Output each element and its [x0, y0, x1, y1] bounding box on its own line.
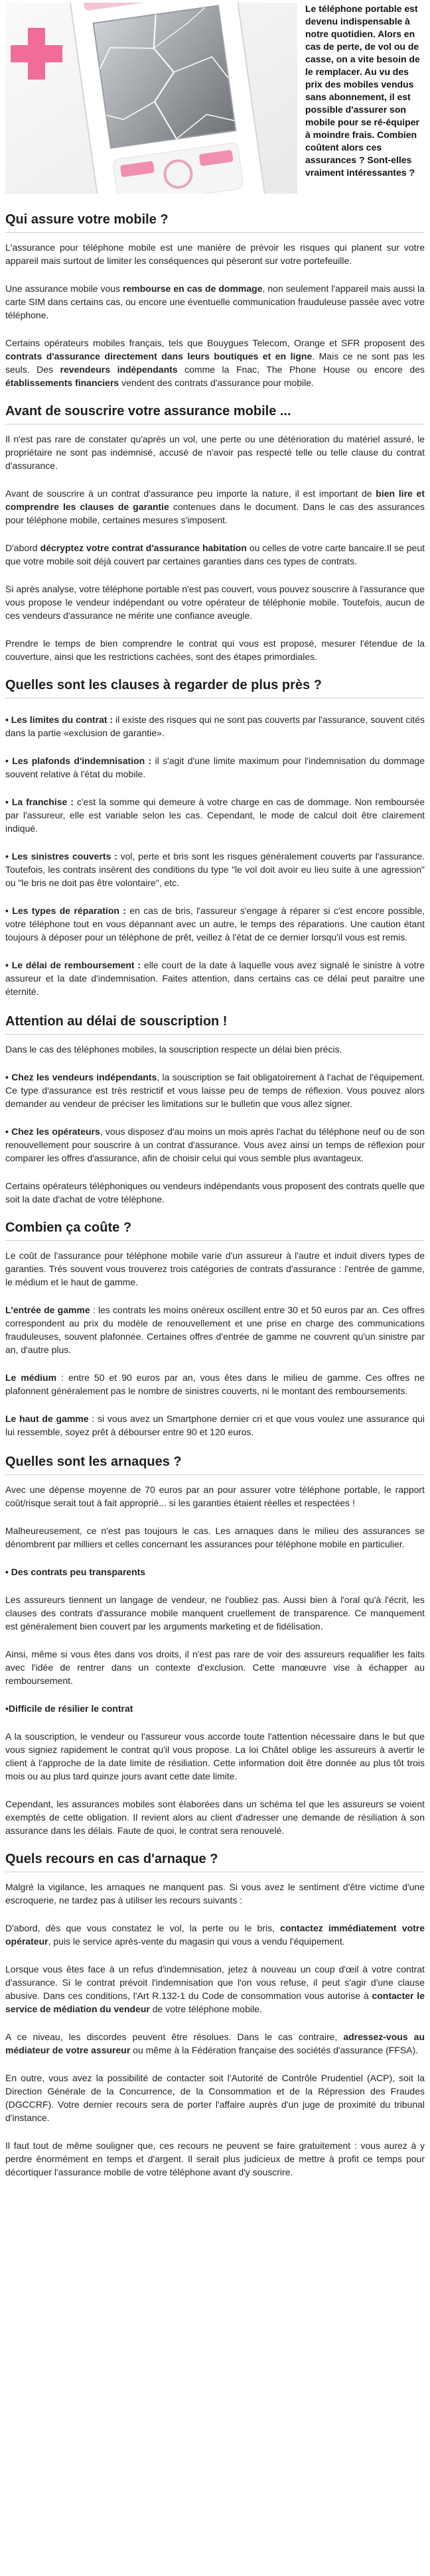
paragraph: L'entrée de gamme : les contrats les moins onéreux oscillent entre 30 et 50 euros par an. Ces offres correspondent au prix du modèle de renouvellement et une prise en charge des communications frauduleuses, souvent plafonnée. Certaines offres d'entrée de gamme ne couvrent qu'un sinistre par an, d'autre plus. — [5, 1305, 425, 1355]
paragraph: D'abord décryptez votre contrat d'assurance habitation ou celles de votre carte bancaire.Il se peut que votre mobile soit déjà couvert par certaines garanties dans ces types de contrats. — [5, 543, 425, 566]
section-title-scams: Quelles sont les arnaques ? — [5, 1453, 425, 1475]
paragraph: Une assurance mobile vous rembourse en cas de dommage, non seulement l'appareil mais aussi la carte SIM dans certains cas, ou encore une éventuelle communication frauduleuse passée avec votre téléphone. — [5, 283, 425, 320]
paragraph: A la souscription, le vendeur ou l'assureur vous accorde toute l'attention nécessaire dans le but que vous signiez rapidement le contrat qu'il vous propose. La loi Châtel oblige les assureurs à avertir le client à l'approche de la date limite de résiliation. Cette information doit être donnée au plus tôt trois mois ou au plus tard quinze jours avant cette date limite. — [5, 1731, 425, 1781]
paragraph: D'abord, dès que vous constatez le vol, la perte ou le bris, contactez immédiatement votre opérateur, puis le service après-vente du magasin qui vous a vendu l'équipement. — [5, 1923, 425, 1947]
section-title-clauses: Quelles sont les clauses à regarder de plus près ? — [5, 676, 425, 698]
paragraph: Le médium : entre 50 et 90 euros par an, vous êtes dans le milieu de gamme. Ces offres ne plafonnent généralement pas le nombre de sinistres couverts, ni le montant des remboursements. — [5, 1372, 425, 1396]
paragraph: Avant de souscrire à un contrat d'assurance peu importe la nature, il est important de bien lire et comprendre les clauses de garantie contenues dans le document. Dans le cas des assurances pour téléphone mobile, certaines mesures s'imposent. — [5, 488, 425, 525]
section-title-before-subscribing: Avant de souscrire votre assurance mobile ... — [5, 403, 425, 424]
paragraph: Il n'est pas rare de constater qu'après un vol, une perte ou une détérioration du matériel assuré, le propriétaire ne sont pas indemnisé, accusé de n'avoir pas respecté telle ou telle clause du contrat d'assurance. — [5, 434, 425, 471]
paragraph: L'assurance pour téléphone mobile est une manière de prévoir les risques qui planent sur votre appareil mais surtout de limiter les conséquences qui pèseront sur votre portefeuille. — [5, 242, 425, 266]
paragraph: Dans le cas des téléphones mobiles, la souscription respecte un délai bien précis. — [5, 1044, 342, 1055]
subheading: • Des contrats peu transparents — [5, 1567, 146, 1577]
paragraph: Malheureusement, ce n'est pas toujours le cas. Les arnaques dans le milieu des assurances se dénombrent par milliers et celles concernant les assurances pour téléphone mobile en particulier. — [5, 1525, 425, 1549]
section-title-who-insures: Qui assure votre mobile ? — [5, 211, 425, 233]
paragraph: A ce niveau, les discordes peuvent être résolues. Dans le cas contraire, adressez-vous au médiateur de votre assureur ou même à la Fédération française des sociétés d'assurance (FFSA). — [5, 2031, 425, 2055]
paragraph: Ainsi, même si vous êtes dans vos droits, il n'est pas rare de voir des assureurs requalifier les faits avec l'idée de rentrer dans un contexte d'exclusion. Cette manœuvre vise à échapper au remboursement. — [5, 1649, 425, 1686]
clause-item: • Les types de réparation : en cas de bris, l'assureur s'engage à réparer si c'est encore possible, votre téléphone tout en vous dépannant avec un autre, le temps des réparations. Une caution étant toujours à déposer pour un téléphone de prêt, veillez à l'état de ce dernier lorsqu'il vous est remis. — [5, 905, 425, 942]
section-title-remedies: Quels recours en cas d'arnaque ? — [5, 1850, 425, 1872]
paragraph: Malgré la vigilance, les arnaques ne manquent pas. Si vous avez le sentiment d'être victime d'une escroquerie, ne tardez pas à utiliser les recours suivants : — [5, 1882, 425, 1905]
subheading: •Difficile de résilier le contrat — [5, 1703, 133, 1714]
paragraph: Si après analyse, votre téléphone portable n'est pas couvert, vous pouvez souscrire à l'assurance que vous propose le vendeur indépendant ou votre opérateur de téléphonie mobile. Toutefois, aucun de ces vendeurs d'assurance ne mérite une confiance aveugle. — [5, 584, 425, 621]
paragraph: Certains opérateurs téléphoniques ou vendeurs indépendants vous proposent des contrats quelle que soit la date d'achat de votre téléphone. — [5, 1181, 425, 1204]
section-title-subscription-delay: Attention au délai de souscription ! — [5, 1013, 425, 1035]
clause-item: • Les sinistres couverts : vol, perte et bris sont les risques généralement couverts par l'assurance. Toutefois, les contrats insèrent des conditions du type "le vol doit avoir eu lieu suite à une agression" ou "le bris ne doit pas être volontaire", etc. — [5, 851, 425, 888]
paragraph: En outre, vous avez la possibilité de contacter soit l'Autorité de Contrôle Prudentiel (ACP), soit la Direction Générale de la Concurrence, de la Consommation et de la Répression des Fraudes (DGCCRF). Votre dernier recours sera de porter l'affaire auprès d'un juge de proximité du tribunal d'instance. — [5, 2073, 425, 2123]
clause-item: • Les limites du contrat : il existe des risques qui ne sont pas couverts par l'assurance, souvent cités dans la partie «exclusion de garantie». — [5, 714, 425, 738]
intro-text: Le téléphone portable est devenu indispensable à notre quotidien. Alors en cas de perte, de vol ou de casse, on a vite besoin de le remplacer. Au vu des prix des mobiles vendus sans abonnement, il est possible d'assurer son mobile pour se ré-équiper à moindre frais. Combien coûtent alors ces assurances ? Sont-elles vraiment intéressantes ? — [305, 3, 420, 178]
paragraph: Il faut tout de même souligner que, ces recours ne peuvent se faire gratuitement : vous aurez à y perdre énormément en temps et d'argent. Il serait plus judicieux de mettre à profit ce temps pour décortiquer l'assurance mobile de votre téléphone avant d'y souscrire. — [5, 2140, 425, 2177]
intro-section — [5, 3, 425, 198]
paragraph: Prendre le temps de bien comprendre le contrat qui vous est proposé, mesurer l'étendue de la couverture, ainsi que les restrictions cachées, sont des étapes primordiales. — [5, 638, 425, 662]
paragraph: Cependant, les assurances mobiles sont élaborées dans un schéma tel que les assureurs se voient exemptés de cette obligation. Il revient alors au client d'adresser une demande de résiliation à son assurance dans les délais. Faute de quoi, le contrat sera renouvelé. — [5, 1799, 425, 1836]
delay-item: • Chez les opérateurs, vous disposez d'au moins un mois après l'achat du téléphone neuf ou de son renouvellement pour souscrire à un contrat d'assurance. Vous avez ainsi un temps de réflexion pour comparer les offres d'assurance, afin de choisir celui qui vous semble plus avantageux. — [5, 1126, 425, 1163]
paragraph: Lorsque vous êtes face à un refus d'indemnisation, jetez à nouveau un coup d'œil à votre contrat d'assurance. Si le contrat prévoit l'indemnisation que l'on vous refuse, il peut s'agir d'une clause abusive. Dans ces conditions, l'Art R.132-1 du Code de consommation vous autorise à contacter le service de médiation du vendeur de votre téléphone mobile. — [5, 1964, 425, 2014]
paragraph: Le haut de gamme : si vous avez un Smartphone dernier cri et que vous voulez une assurance qui lui ressemble, soyez prêt à débourser entre 90 et 120 euros. — [5, 1413, 425, 1437]
paragraph: Le coût de l'assurance pour téléphone mobile varie d'un assureur à l'autre et induit divers types de garanties. Très souvent vous trouverez trois catégories de contrats d'assurance : l'entrée de gamme, le médium et le haut de gamme. — [5, 1250, 425, 1287]
section-title-cost: Combien ça coûte ? — [5, 1219, 425, 1241]
paragraph: Certains opérateurs mobiles français, tels que Bouygues Telecom, Orange et SFR proposent des contrats d'assurance directement dans leurs boutiques et en ligne. Mais ce ne sont pas les seuls. Des revendeurs indépendants comme la Fnac, The Phone House ou encore des établissements financiers vendent des contrats d'assurance pour mobile. — [5, 338, 425, 388]
paragraph: Avec une dépense moyenne de 70 euros par an pour assurer votre téléphone portable, le rapport coût/risque serait tout à fait approprié... si les garanties étaient réelles et respectées ! — [5, 1484, 425, 1508]
clause-item: • Les plafonds d'indemnisation : il s'agit d'une limite maximum pour l'indemnisation du dommage souvent relative à l'état du mobile. — [5, 755, 425, 779]
clause-item: • Le délai de remboursement : elle court de la date à laquelle vous avez signalé le sinistre à votre assureur et la date d'indemnisation. Faites attention, dans certains cas ce délai peut paraitre une éternité. — [5, 960, 425, 997]
broken-phone-image — [5, 3, 297, 194]
delay-item: • Chez les vendeurs indépendants, la souscription se fait obligatoirement à l'achat de l'équipement. Ce type d'assurance est très restrictif et vous laisse peu de temps de réflexion. Vous pouvez alors demander au vendeur de préciser les limitations sur le bulletin que vous allez signer. — [5, 1072, 425, 1109]
clause-item: • La franchise : c'est la somme qui demeure à votre charge en cas de dommage. Non remboursée par l'assureur, elle est variable selon les cas. Cependant, le mode de calcul doit être clairement indiqué. — [5, 797, 425, 834]
paragraph: Les assureurs tiennent un langage de vendeur, ne l'oubliez pas. Aussi bien à l'oral qu'à l'écrit, les clauses des contrats d'assurance mobile manquent cruellement de transparence. Ce manquement est généralement bien couvert par les arguments marketing et de fidélisation. — [5, 1594, 425, 1632]
broken-phone-illustration — [5, 3, 297, 194]
